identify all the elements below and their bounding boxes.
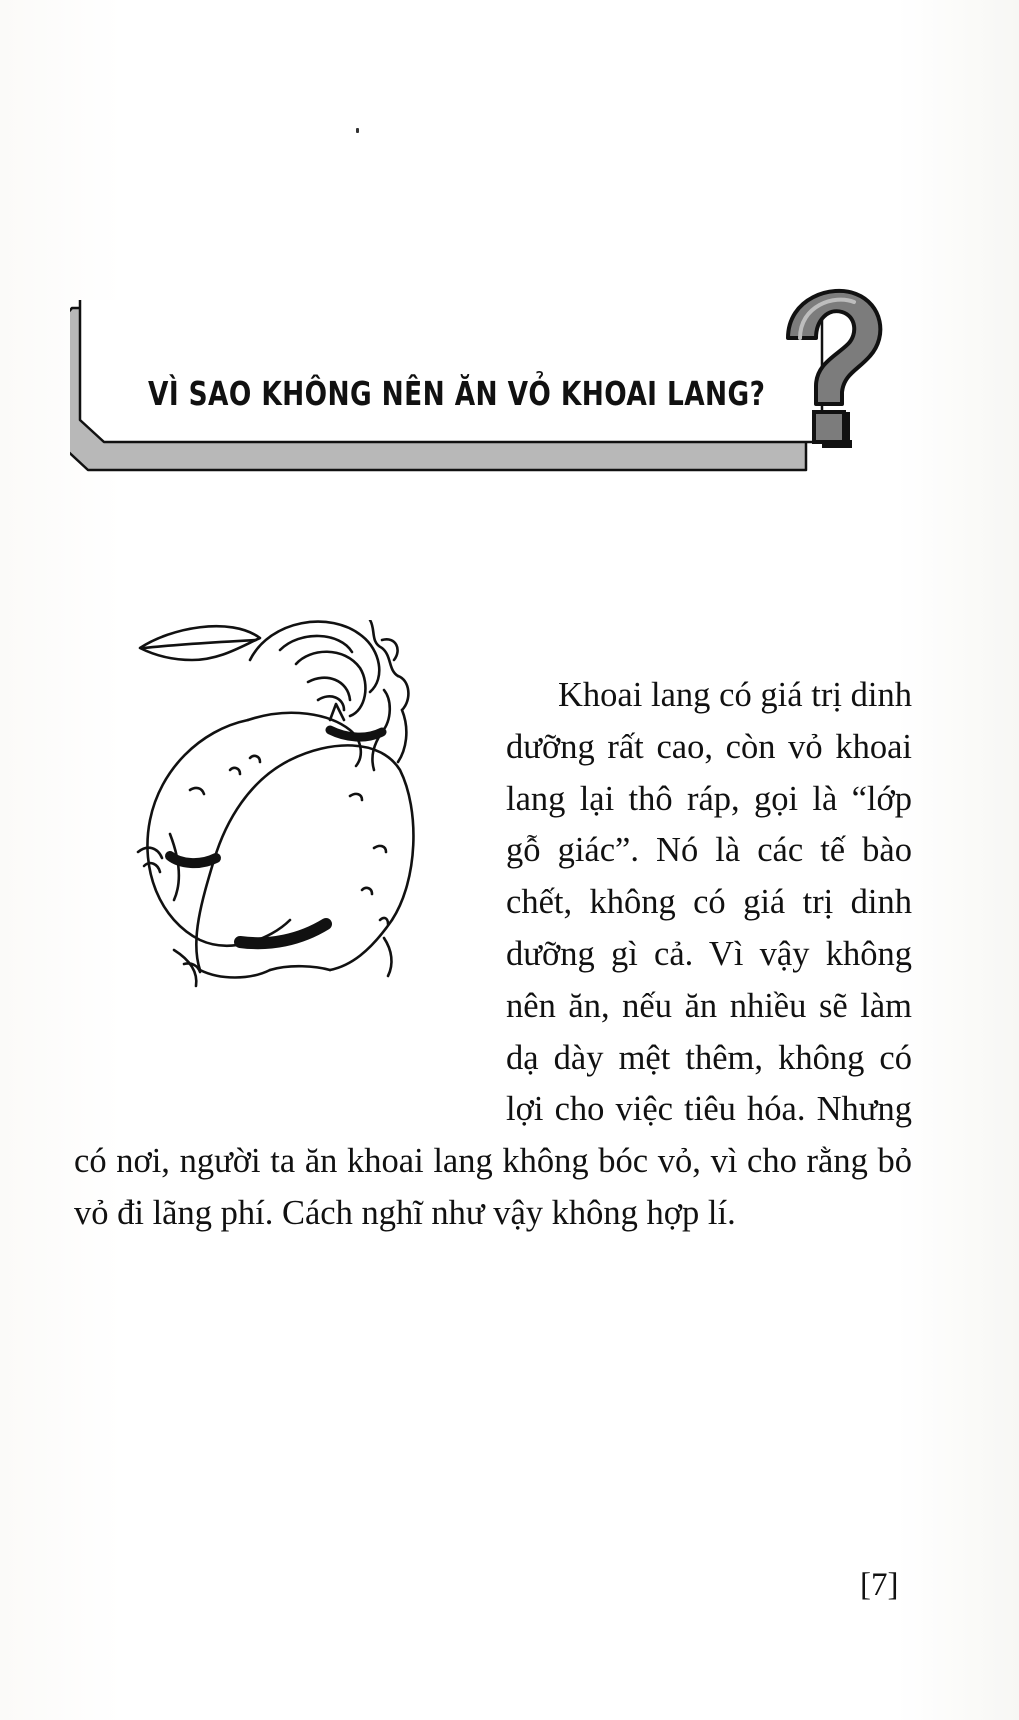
title-banner <box>70 300 910 500</box>
page-title: VÌ SAO KHÔNG NÊN ĂN VỎ KHOAI LANG? <box>148 374 766 413</box>
page-number: [7] <box>860 1567 899 1603</box>
body-paragraph-container <box>74 670 912 1240</box>
body-paragraph: Khoai lang có giá trị dinh dưỡng rất cao, còn vỏ khoai lang lại thô ráp, gọi là “lớp gỗ giác”. Nó là các tế bào chết, không có giá trị dinh dưỡng gì cả. Vì vậy không nên ăn, nếu ăn nhiều sẽ làm dạ dày mệt thêm, không có lợi cho việc tiêu hóa. Nhưng có nơi, người ta ăn khoai lang không bóc vỏ, vì cho rằng bỏ vỏ đi lãng phí. Cách nghĩ như vậy không hợp lí. <box>74 676 912 1232</box>
print-speck <box>356 128 359 133</box>
illustration-text-wrap <box>74 670 506 1136</box>
question-mark-icon <box>770 280 890 460</box>
